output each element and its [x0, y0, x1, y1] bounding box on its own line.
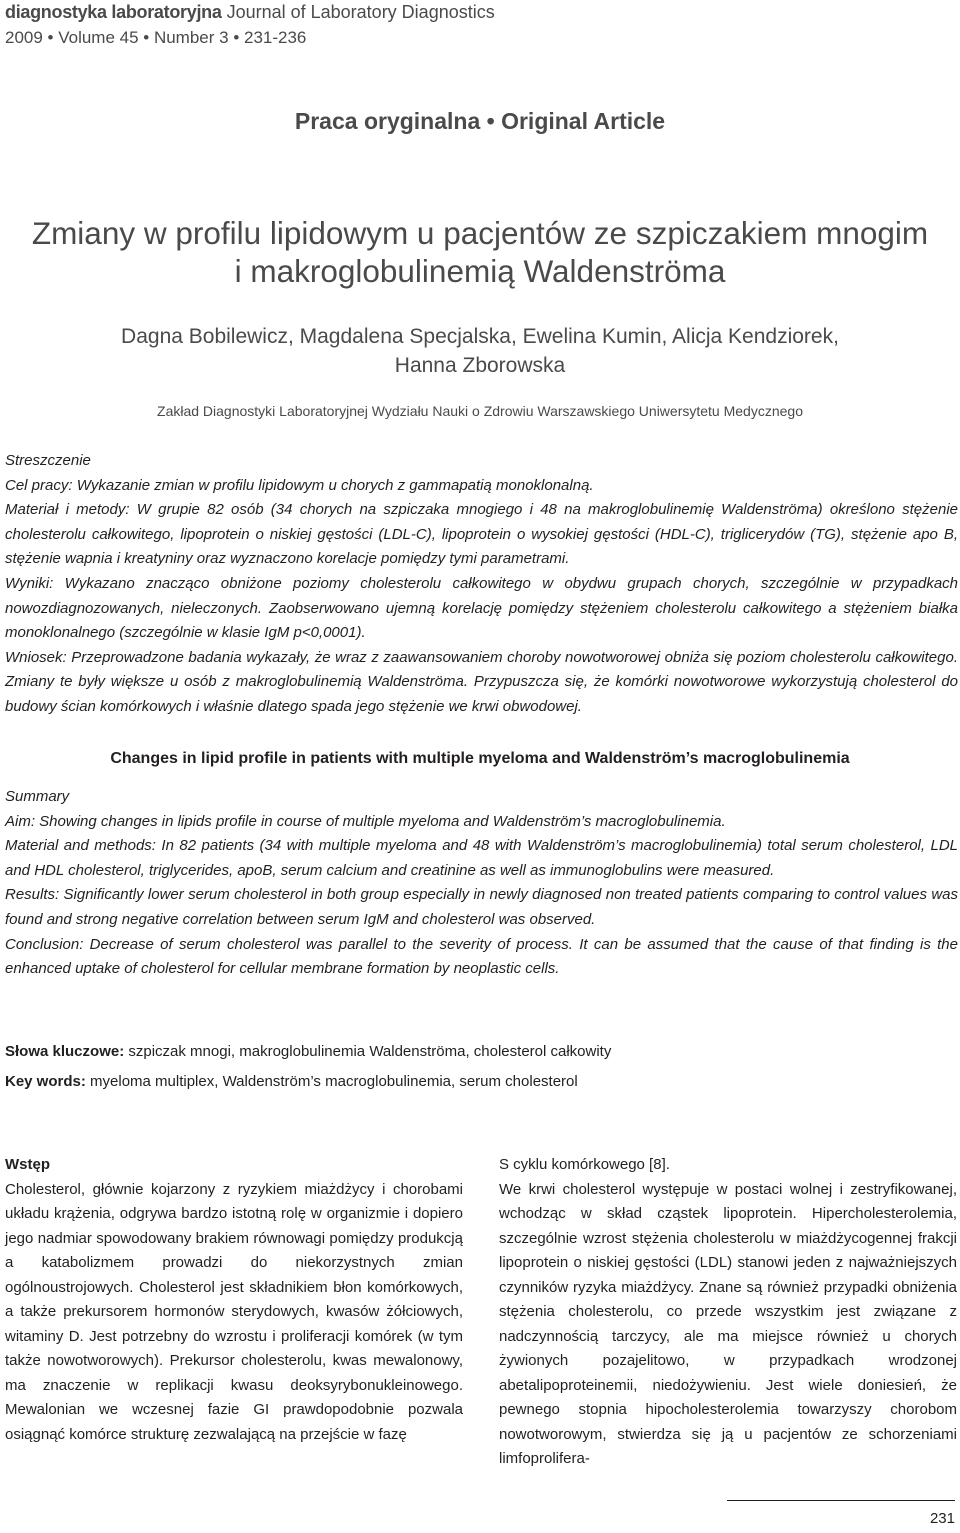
journal-issue: 2009 • Volume 45 • Number 3 • 231-236	[5, 28, 307, 47]
authors-line-1: Dagna Bobilewicz, Magdalena Specjalska, Ewelina Kumin, Alicja Kendziorek,	[121, 325, 839, 348]
abstract-pl-conclusion: Wniosek: Przeprowadzone badania wykazały, że wraz z zaawansowaniem choroby nowotworowej obniża się poziom cholesterolu całkowitego. Zmiany te były większe u osób z makroglobulinemią Waldenströma. Przypuszcza się, że komórki nowotworowe wykorzystują cholesterol do budowy ścian komórkowych i właśnie dlatego spada jego stężenie we krwi obwodowej.	[5, 648, 958, 715]
intro-continuation: S cyklu komórkowego [8].	[499, 1156, 670, 1173]
abstract-pl-aim: Cel pracy: Wykazanie zmian w profilu lipidowym u chorych z gammapatią monoklonalną.	[5, 476, 594, 494]
intro-heading: Wstęp	[5, 1156, 50, 1173]
abstract-pl-heading: Streszczenie	[5, 452, 91, 469]
intro-paragraph-left: Cholesterol, głównie kojarzony z ryzykiem miażdżycy i chorobami układu krążenia, odgrywa bardzo istotną rolę w organizmie i dopiero jego nadmiar spowodowany brakiem równowagi pomiędzy produkcją a katabolizmem prowadzi do niekorzystnych zmian ogólnoustrojowych. Cholesterol jest składnikiem błon komórkowych, a także prekursorem hormonów sterydowych, kwasów żółciowych, witaminy D. Jest potrzebny do wzrostu i proliferacji komórek (w tym także nowotworowych). Prekursor cholesterolu, kwas mewalonowy, ma znaczenie w replikacji kwasu deoksyrybonukleinowego. Mewalonian we wczesnej fazie GI prawdopodobnie pozwala osiągnąć komórce strukturę zezwalającą na przejście w fazę	[5, 1180, 463, 1443]
journal-header	[5, 0, 495, 24]
keywords-en-text: myeloma multiplex, Waldenström’s macroglobulinemia, serum cholesterol	[90, 1073, 578, 1090]
journal-brand: diagnostyka laboratoryjna	[5, 2, 222, 22]
article-type: Praca oryginalna • Original Article	[294, 108, 666, 134]
abstract-en-conclusion: Conclusion: Decrease of serum cholesterol was parallel to the severity of process. It can be assumed that the cause of that finding is the enhanced uptake of cholesterol for cellular membrane formation by neoplastic cells.	[5, 935, 958, 978]
affiliation: Zakład Diagnostyki Laboratoryjnej Wydziału Nauki o Zdrowiu Warszawskiego Uniwersytetu Medycznego	[157, 403, 803, 419]
abstract-polish	[5, 449, 958, 720]
journal-name: Journal of Laboratory Diagnostics	[226, 2, 495, 22]
authors-line-2: Hanna Zborowska	[394, 354, 566, 377]
article-title	[0, 214, 960, 290]
abstract-english	[5, 785, 958, 982]
keywords-polish	[5, 1041, 958, 1063]
body-column-right	[499, 1153, 957, 1472]
keywords-pl-label: Słowa kluczowe:	[5, 1043, 125, 1060]
keywords-english	[5, 1071, 958, 1093]
footer-rule	[727, 1500, 955, 1501]
abstract-en-aim: Aim: Showing changes in lipids profile in course of multiple myeloma and Waldenström’s macroglobulinemia.	[5, 812, 726, 830]
title-line-2: i makroglobulinemią Waldenströma	[234, 253, 726, 289]
authors	[0, 322, 960, 380]
keywords-en-label: Key words:	[5, 1073, 86, 1090]
abstract-en-heading: Summary	[5, 788, 70, 805]
page-number: 231	[929, 1510, 955, 1527]
abstract-en-results: Results: Significantly lower serum cholesterol in both group especially in newly diagnosed non treated patients comparing to control values was found and strong negative correlation between serum IgM and cholesterol was observed.	[5, 886, 958, 928]
body-column-left	[5, 1153, 463, 1447]
intro-paragraph-right: We krwi cholesterol występuje w postaci wolnej i zestryfikowanej, wchodząc w skład cząstek lipoprotein. Hipercholesterolemia, szczególnie wzrost stężenia cholesterolu w miażdżycogennej frakcji lipoprotein o niskiej gęstości (LDL) stanowi jeden z najważniejszych czynników ryzyka miażdżycy. Znane są również przypadki obniżenia stężenia cholesterolu, co przede wszystkim jest związane z nadczynnością tarczycy, ale ma miejsce również u chorych żywionych pozajelitowo, w przypadkach wrodzonej abetalipoproteinemii, niedożywieniu. Jest wiele doniesień, że pewnego stopnia hipocholesterolemia towarzyszy chorobom nowotworowym, stwierdza się ją u pacjentów ze schorzeniami limfoprolifera-	[499, 1180, 957, 1467]
abstract-en-methods: Material and methods: In 82 patients (34 with multiple myeloma and 48 with Waldenström’s macroglobulinemia) total serum cholesterol, LDL and HDL cholesterol, triglycerides, apoB, serum calcium and creatinine as well as immunoglobulins were measured.	[5, 837, 958, 879]
abstract-pl-results: Wyniki: Wykazano znacząco obniżone poziomy cholesterolu całkowitego w obydwu grupach chorych, szczególnie w przypadkach nowozdiagnozowanych, nieleczonych. Zaobserwowano ujemną korelację pomiędzy stężeniem cholesterolu całkowitego a stężeniem białka monoklonalnego (szczególnie w klasie IgM p<0,0001).	[5, 574, 958, 642]
title-line-1: Zmiany w profilu lipidowym u pacjentów ze szpiczakiem mnogim	[31, 215, 929, 251]
keywords-pl-text: szpiczak mnogi, makroglobulinemia Waldenströma, cholesterol całkowity	[128, 1043, 612, 1060]
english-title: Changes in lipid profile in patients with multiple myeloma and Waldenström’s macroglobulinemia	[110, 750, 850, 767]
abstract-pl-methods: Materiał i metody: W grupie 82 osób (34 chorych na szpiczaka mnogiego i 48 na makroglobulinemię Waldenströma) określono stężenie cholesterolu całkowitego, lipoprotein o niskiej gęstości (LDL-C), lipoprotein o wysokiej gęstości (HDL-C), triglicerydów (TG), stężenie apo B, stężenie wapnia i kreatyniny oraz wyznaczono korelacje pomiędzy tymi parametrami.	[5, 501, 958, 568]
